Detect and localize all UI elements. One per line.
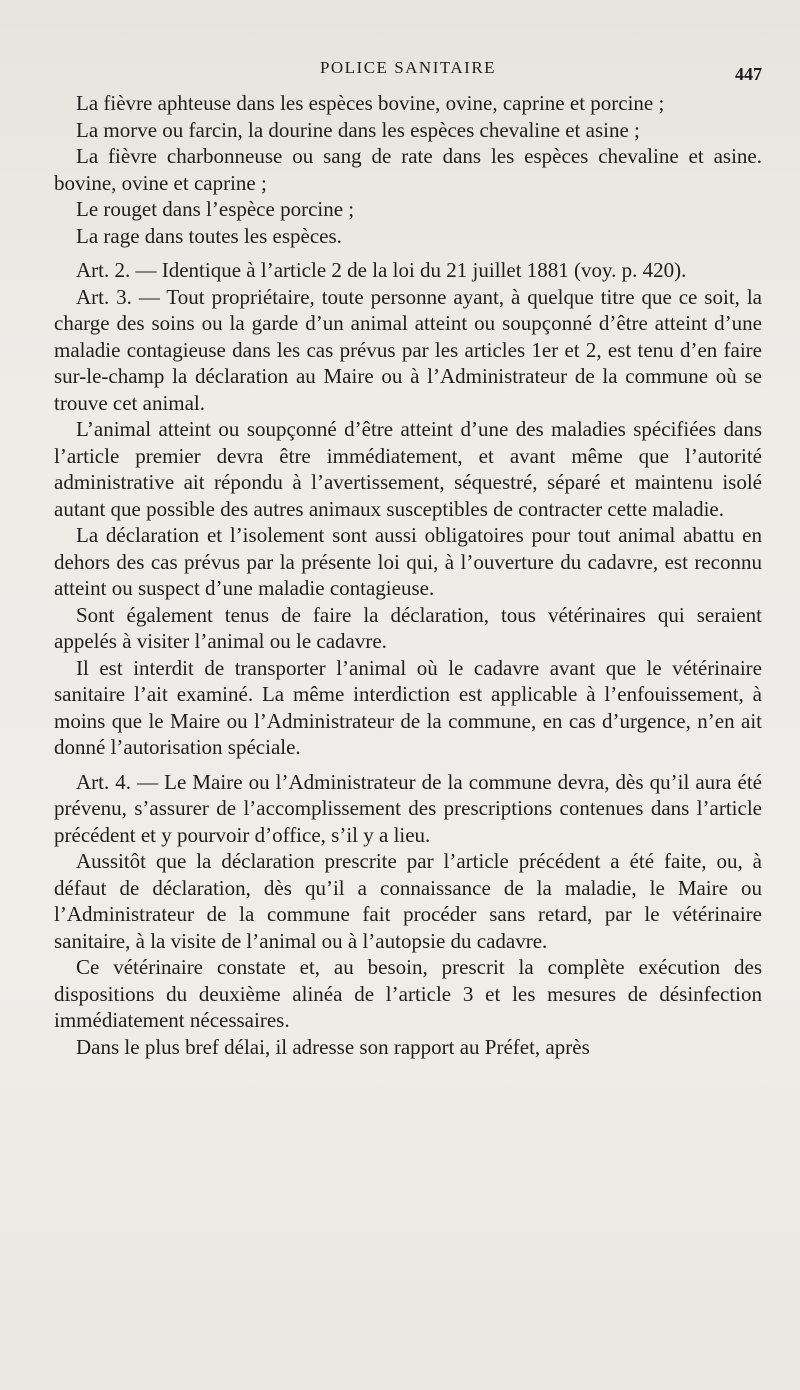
paragraph: La fièvre aphteuse dans les espèces bovine, ovine, caprine et porcine ; (76, 91, 665, 115)
paragraph: La fièvre charbonneuse ou sang de rate dans les espèces chevaline et asine. bovine, ovine et caprine ; (54, 144, 762, 195)
paragraph: La rage dans toutes les espèces. (76, 223, 342, 248)
paragraph: Dans le plus bref délai, il adresse son rapport au Préfet, après (76, 1034, 590, 1059)
page-number: 447 (735, 64, 762, 84)
paragraph: La morve ou farcin, la dourine dans les espèces chevaline et asine ; (76, 117, 640, 142)
paragraph: L’animal atteint ou soupçonné d’être atteint d’une des maladies spécifiées dans l’article premier devra être immédiatement, et avant même que l’autorité administrative ait répondu à l’avertissement, séquestré, séparé et maintenu isolé autant que possible des autres animaux susceptibles de contracter cette maladie. (54, 417, 762, 521)
paragraph: La déclaration et l’isolement sont aussi obligatoires pour tout animal abattu en dehors des cas prévus par la présente loi qui, à l’ouverture du cadavre, est reconnu atteint ou suspect d’une maladie contagieuse. (54, 523, 762, 600)
paragraph-article-4: Art. 4. — Le Maire ou l’Administrateur de la commune devra, dès qu’il aura été prévenu, s’assurer de l’accomplissement des prescriptions contenues dans l’article précédent et y pourvoir d’office, s’il y a lieu. (54, 769, 762, 847)
paragraph: Il est interdit de transporter l’animal où le cadavre avant que le vétérinaire sanitaire l’ait examiné. La même interdiction est applicable à l’enfouissement, à moins que le Maire ou l’Administrateur de la commune, en cas d’urgence, n’en ait donné l’autorisation spéciale. (54, 655, 762, 759)
paragraph-article-3: Art. 3. — Tout propriétaire, toute personne ayant, à quelque titre que ce soit, la charge des soins ou la garde d’un animal atteint ou soupçonné d’être atteint d’une maladie contagieuse dans les cas prévus par les articles 1er et 2, est tenu d’en faire sur-le-champ la déclaration au Maire ou à l’Administrateur de la commune où se trouve cet animal. (54, 284, 762, 415)
running-head (54, 50, 762, 90)
paragraph-article-2: Art. 2. — Identique à l’article 2 de la loi du 21 juillet 1881 (voy. p. 420). (76, 258, 687, 282)
running-title: POLICE SANITAIRE (319, 58, 497, 77)
paragraph: Ce vétérinaire constate et, au besoin, prescrit la complète exécution des dispositions du deuxième alinéa de l’article 3 et les mesures de désinfection immédiatement nécessaires. (54, 955, 762, 1032)
paragraph: Le rouget dans l’espèce porcine ; (76, 197, 355, 221)
body-text (54, 90, 762, 1060)
paragraph: Sont également tenus de faire la déclaration, tous vétérinaires qui seraient appelés à visiter l’animal ou le cadavre. (54, 602, 762, 653)
paragraph: Aussitôt que la déclaration prescrite par l’article précédent a été faite, ou, à défaut de déclaration, dès qu’il a connaissance de la maladie, le Maire ou l’Administrateur de la commune fait procéder sans retard, par le vétérinaire sanitaire, à la visite de l’animal ou à l’autopsie du cadavre. (54, 849, 762, 953)
